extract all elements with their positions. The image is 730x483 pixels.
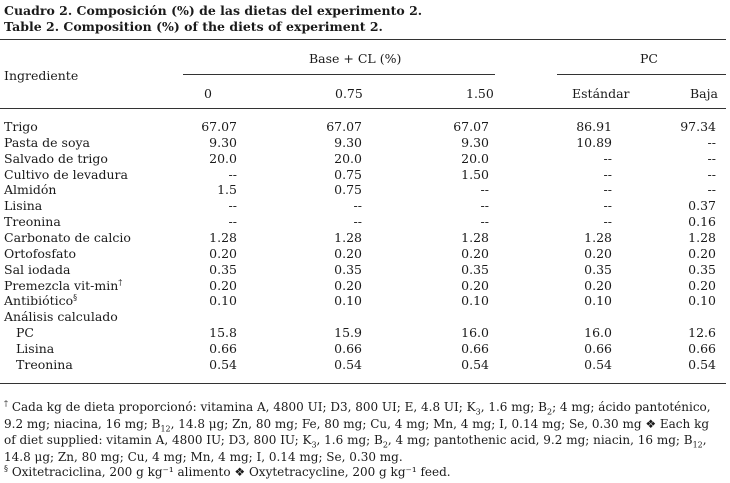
table-cell: 12.6 [688, 325, 716, 341]
footnote-antibiotic: § Oxitetraciclina, 200 g kg⁻¹ alimento ❖ Oxytetracycline, 200 g kg⁻¹ feed. [4, 464, 451, 479]
row-label: Lisina [16, 340, 55, 356]
table-cell: 0.35 [209, 261, 237, 277]
table-cell: 0.37 [688, 198, 716, 214]
table-cell: 86.91 [576, 119, 612, 134]
row-label: Treonina [16, 356, 73, 372]
table-cell: 0.66 [584, 340, 612, 356]
table-cell: -- [228, 198, 237, 214]
table-cell: 20.0 [334, 150, 362, 166]
table-cell: -- [707, 182, 716, 198]
table-cell: 0.75 [334, 166, 362, 182]
table-cell: 1.28 [209, 229, 237, 245]
table-cell: 0.54 [209, 356, 237, 372]
table-cell: 1.28 [688, 229, 716, 245]
table-cell: 0.20 [461, 277, 489, 293]
row-label: Antibiótico§ [4, 293, 78, 309]
table-title-en: Table 2. Composition (%) of the diets of experiment 2. [4, 19, 383, 34]
footnote-dagger: † [4, 399, 8, 408]
table-cell: 0.54 [688, 356, 716, 372]
header-pc-group: PC [640, 51, 658, 66]
footnote-section: § [4, 464, 8, 473]
row-label: Cultivo de levadura [4, 166, 128, 182]
table-cell: 0.35 [584, 261, 612, 277]
table-cell: 15.9 [334, 325, 362, 341]
table-cell: 0.66 [334, 340, 362, 356]
table-cell: 9.30 [334, 134, 362, 150]
row-label: Premezcla vit-min† [4, 277, 123, 293]
table-cell: 0.20 [334, 245, 362, 261]
col-header-estandar: Estándar [572, 86, 630, 101]
table-cell: 0.20 [461, 245, 489, 261]
table-cell: 0.66 [461, 340, 489, 356]
table-cell: -- [353, 214, 362, 230]
row-label: Ortofosfato [4, 245, 76, 261]
table-cell: 67.07 [453, 119, 489, 134]
table-cell: 16.0 [461, 325, 489, 341]
table-cell: 0.20 [584, 277, 612, 293]
table-cell: 0.35 [461, 261, 489, 277]
row-label: Carbonato de calcio [4, 229, 131, 245]
table-cell: 0.54 [584, 356, 612, 372]
table-cell: -- [603, 150, 612, 166]
table-cell: 20.0 [209, 150, 237, 166]
top-rule [0, 39, 726, 40]
table-cell: 0.20 [688, 245, 716, 261]
table-cell: 0.10 [461, 293, 489, 309]
table-cell: -- [480, 182, 489, 198]
table-cell: 16.0 [584, 325, 612, 341]
table-cell: -- [707, 150, 716, 166]
table-cell: 0.10 [688, 293, 716, 309]
table-cell: -- [707, 134, 716, 150]
col-header-0: 0 [204, 86, 212, 101]
table-cell: -- [228, 214, 237, 230]
col-header-150: 1.50 [466, 86, 494, 101]
table-cell: -- [707, 166, 716, 182]
base-group-rule [183, 74, 495, 75]
table-cell: 1.28 [461, 229, 489, 245]
table-cell: -- [603, 182, 612, 198]
table-cell: -- [603, 166, 612, 182]
table-cell: 0.20 [688, 277, 716, 293]
table-cell: 9.30 [209, 134, 237, 150]
table-cell: 67.07 [326, 119, 362, 134]
table-cell: 0.20 [584, 245, 612, 261]
table-cell: -- [480, 214, 489, 230]
table-cell: -- [603, 198, 612, 214]
row-label: Pasta de soya [4, 134, 90, 150]
table-title-es: Cuadro 2. Composición (%) de las dietas del experimento 2. [4, 3, 423, 18]
table-cell: 1.28 [584, 229, 612, 245]
table-cell: 67.07 [201, 119, 237, 134]
table-cell: 0.10 [334, 293, 362, 309]
table-cell: 9.30 [461, 134, 489, 150]
table-cell: 0.16 [688, 214, 716, 230]
table-cell: 0.20 [334, 277, 362, 293]
row-footnote-mark: § [73, 293, 78, 303]
row-footnote-mark: † [118, 277, 123, 287]
table-cell: 1.5 [217, 182, 237, 198]
table-cell: 0.10 [584, 293, 612, 309]
header-rule [0, 108, 726, 109]
table-cell: 1.28 [334, 229, 362, 245]
row-label: PC [16, 325, 34, 341]
table-cell: 0.54 [334, 356, 362, 372]
table-cell: 10.89 [576, 134, 612, 150]
bottom-rule [0, 383, 726, 384]
row-label: Análisis calculado [4, 309, 118, 325]
table-cell: 0.20 [209, 245, 237, 261]
table-cell: 1.50 [461, 166, 489, 182]
table-cell: -- [603, 214, 612, 230]
table-cell: 0.75 [334, 182, 362, 198]
table-cell: 97.34 [680, 119, 716, 134]
table-cell: 0.35 [688, 261, 716, 277]
table-cell: 0.54 [461, 356, 489, 372]
table-cell: -- [228, 166, 237, 182]
pc-group-rule [557, 74, 726, 75]
table-cell: 0.20 [209, 277, 237, 293]
row-label: Lisina [4, 198, 43, 214]
header-ingrediente: Ingrediente [4, 68, 79, 83]
table-cell: 20.0 [461, 150, 489, 166]
table-cell: -- [353, 198, 362, 214]
table-cell: 0.10 [209, 293, 237, 309]
table-cell: 0.66 [209, 340, 237, 356]
footnote-vitmin: † Cada kg de dieta proporcionó: vitamina A, 4800 UI; D3, 800 UI; E, 4.8 UI; $K_3$, 1.6 mg; $B_2$; 4 mg; ácido pantoténico, 9.2 mg; niacina, 16 mg; $B_{12}$, 14.8 μg; Zn, 80 mg; Fe, 80 mg; Cu, 4 mg; Mn, 4 mg; I, 0.14 mg; Se, 0.30 mg ❖ Each kg of diet supplied: vitamin A, 4800 IU; D3, 800 IU; $K_3$, 1.6 mg; $B_2$, 4 mg; pantothenic acid, 9.2 mg; niacin, 16 mg; $B_{12}$, 14.8 μg; Zn, 80 mg; Cu, 4 mg; Mn, 4 mg; I, 0.14 mg; Se, 0.30 mg. [4, 399, 711, 464]
table-cell: 0.35 [334, 261, 362, 277]
row-label: Treonina [4, 214, 61, 230]
col-header-baja: Baja [690, 86, 718, 101]
table-cell: 15.8 [209, 325, 237, 341]
header-base-group: Base + CL (%) [309, 51, 402, 66]
row-label: Almidón [4, 182, 57, 198]
row-label: Salvado de trigo [4, 150, 108, 166]
row-label: Sal iodada [4, 261, 71, 277]
col-header-075: 0.75 [335, 86, 363, 101]
table-cell: 0.66 [688, 340, 716, 356]
row-label: Trigo [4, 119, 38, 134]
table-cell: -- [480, 198, 489, 214]
